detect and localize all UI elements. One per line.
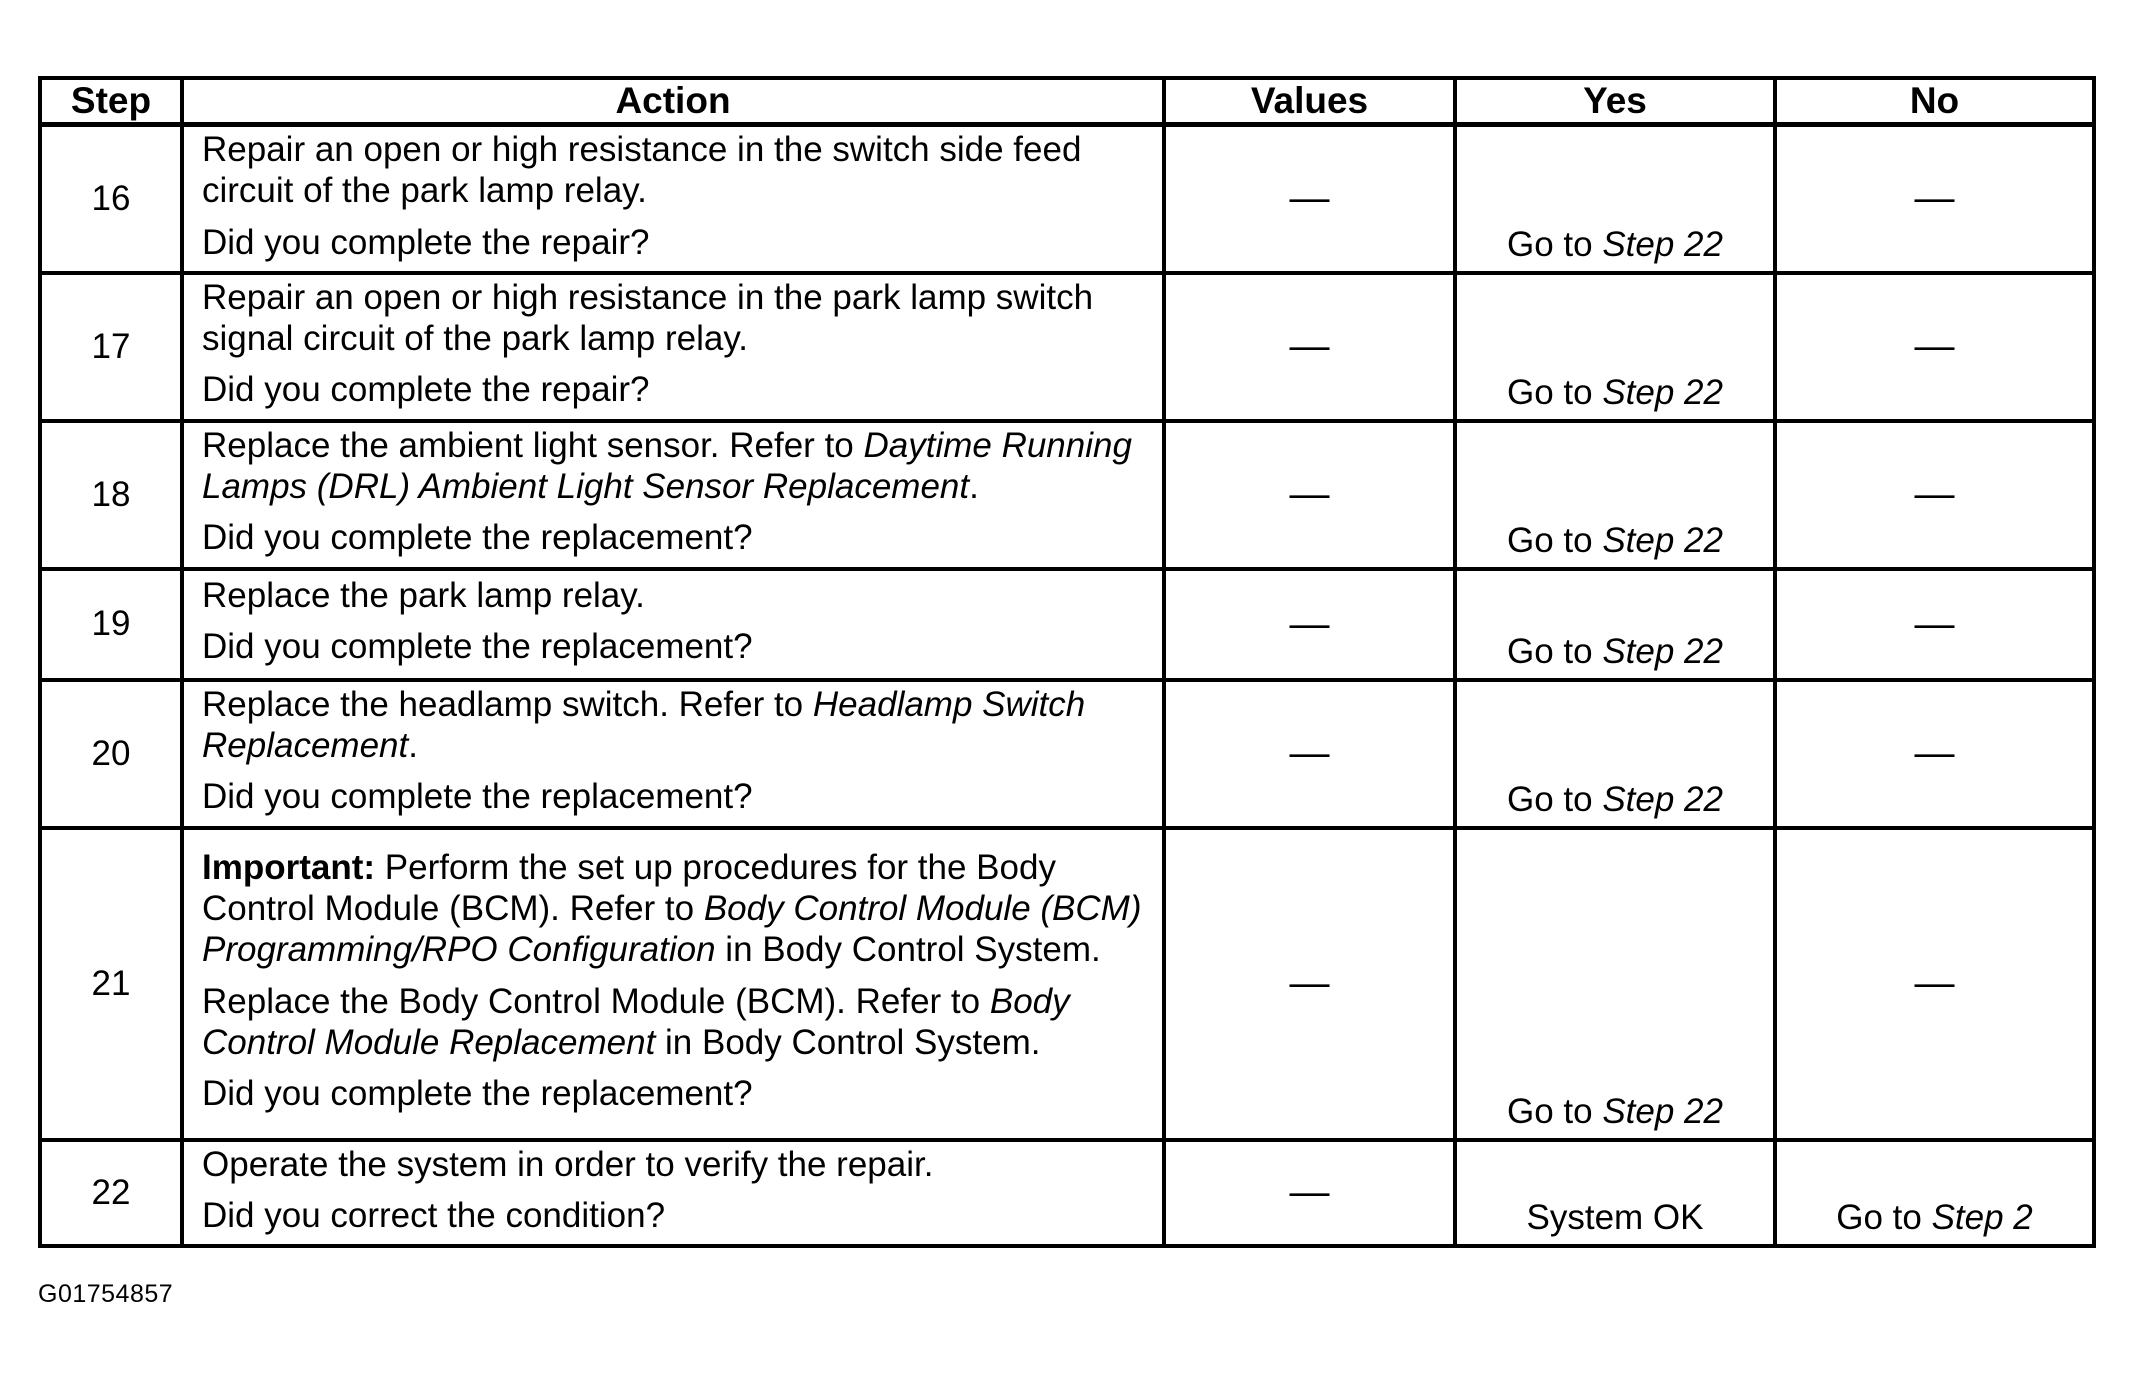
no-cell: — — [1775, 125, 2094, 273]
yes-cell — [1455, 273, 1775, 421]
no-text: Go to — [1836, 1198, 1932, 1238]
action-text: Repair an open or high resistance in the switch side feed circuit of the park lamp relay. — [202, 130, 1082, 211]
table-row — [40, 421, 2094, 569]
no-cell: — — [1775, 421, 2094, 569]
step-number: 19 — [40, 569, 182, 680]
step-number: 22 — [40, 1140, 182, 1247]
procedure-reference: Body Control Module (BCM) Programming/RPO Configuration — [202, 888, 1142, 970]
table-header — [40, 78, 2094, 125]
action-paragraph — [202, 517, 1146, 558]
yes-step-link[interactable]: Step 22 — [1602, 224, 1723, 264]
table-row — [40, 680, 2094, 828]
no-step-link[interactable]: Step 2 — [1931, 1198, 2033, 1238]
procedure-reference: Body Control Module Replacement — [202, 981, 1070, 1062]
important-label: Important: — [202, 847, 376, 887]
table-body — [40, 125, 2094, 1247]
action-text: Did you complete the replacement? — [202, 627, 753, 667]
action-text: in Body Control System. — [655, 1022, 1041, 1062]
action-paragraph — [202, 575, 1146, 616]
header-values: Values — [1164, 78, 1455, 125]
action-cell — [182, 421, 1164, 569]
values-cell: — — [1164, 569, 1455, 680]
action-text: Replace the headlamp switch. Refer to — [202, 684, 813, 724]
yes-step-link[interactable]: Step 22 — [1602, 372, 1723, 412]
table-row — [40, 125, 2094, 273]
action-cell — [182, 273, 1164, 421]
values-cell: — — [1164, 680, 1455, 828]
yes-text: Go to — [1507, 520, 1603, 560]
action-text: Did you complete the replacement? — [202, 1074, 753, 1114]
action-text: . — [408, 725, 418, 765]
diagnostic-table-container — [38, 76, 2092, 1248]
header-yes: Yes — [1455, 78, 1775, 125]
action-text: Replace the park lamp relay. — [202, 575, 645, 615]
yes-text: Go to — [1507, 372, 1603, 412]
yes-text: Go to — [1507, 779, 1603, 819]
step-number: 21 — [40, 828, 182, 1140]
table-row — [40, 1140, 2094, 1247]
figure-id: G01754857 — [38, 1280, 174, 1308]
no-cell: — — [1775, 680, 2094, 828]
yes-text: Go to — [1507, 224, 1603, 264]
header-row — [40, 78, 2094, 125]
values-cell: — — [1164, 828, 1455, 1140]
yes-text: Go to — [1507, 1091, 1603, 1131]
yes-cell — [1455, 125, 1775, 273]
yes-step-link[interactable]: Step 22 — [1602, 520, 1723, 560]
action-cell — [182, 1140, 1164, 1247]
action-paragraph — [202, 369, 1146, 410]
action-text: Operate the system in order to verify the repair. — [202, 1144, 934, 1184]
action-cell — [182, 569, 1164, 680]
procedure-reference: Daytime Running Lamps (DRL) Ambient Light Sensor Replacement — [202, 425, 1132, 507]
values-cell: — — [1164, 273, 1455, 421]
action-cell — [182, 828, 1164, 1140]
action-text: Did you complete the repair? — [202, 222, 650, 262]
action-paragraph — [202, 684, 1146, 767]
yes-cell — [1455, 421, 1775, 569]
action-text: Did you complete the repair? — [202, 370, 650, 410]
yes-text: System OK — [1526, 1198, 1704, 1238]
yes-step-link[interactable]: Step 22 — [1602, 1091, 1723, 1131]
values-cell: — — [1164, 421, 1455, 569]
step-number: 18 — [40, 421, 182, 569]
action-paragraph — [202, 981, 1146, 1064]
action-paragraph — [202, 847, 1146, 971]
step-number: 16 — [40, 125, 182, 273]
no-cell — [1775, 1140, 2094, 1247]
values-cell: — — [1164, 125, 1455, 273]
action-cell — [182, 125, 1164, 273]
action-paragraph — [202, 626, 1146, 667]
procedure-reference: Headlamp Switch Replacement — [202, 684, 1086, 765]
action-cell — [182, 680, 1164, 828]
step-number: 20 — [40, 680, 182, 828]
action-text: Repair an open or high resistance in the park lamp switch signal circuit of the park lamp relay. — [202, 277, 1094, 359]
step-number: 17 — [40, 273, 182, 421]
yes-text: Go to — [1507, 631, 1603, 671]
yes-cell — [1455, 828, 1775, 1140]
table-row — [40, 569, 2094, 680]
action-text: Did you correct the condition? — [202, 1195, 666, 1235]
no-cell: — — [1775, 273, 2094, 421]
action-paragraph — [202, 425, 1146, 508]
action-paragraph — [202, 277, 1146, 360]
values-cell: — — [1164, 1140, 1455, 1247]
action-text: Replace the Body Control Module (BCM). Refer to — [202, 981, 990, 1021]
action-paragraph — [202, 1073, 1146, 1114]
action-text: . — [969, 467, 979, 507]
yes-step-link[interactable]: Step 22 — [1602, 779, 1723, 819]
action-paragraph — [202, 776, 1146, 817]
action-paragraph — [202, 1195, 1146, 1236]
header-step: Step — [40, 78, 182, 125]
no-cell: — — [1775, 828, 2094, 1140]
action-paragraph — [202, 1144, 1146, 1185]
action-text: Did you complete the replacement? — [202, 518, 753, 558]
action-text: Perform the set up procedures for the Body Control Module (BCM). Refer to — [202, 847, 1056, 928]
yes-step-link[interactable]: Step 22 — [1602, 631, 1723, 671]
yes-cell — [1455, 1140, 1775, 1247]
header-action: Action — [182, 78, 1164, 125]
header-no: No — [1775, 78, 2094, 125]
table-row — [40, 828, 2094, 1140]
diagnostic-steps-table — [38, 76, 2096, 1248]
table-row — [40, 273, 2094, 421]
action-text: Replace the ambient light sensor. Refer to — [202, 425, 864, 465]
yes-cell — [1455, 680, 1775, 828]
action-text: Did you complete the replacement? — [202, 777, 753, 817]
action-paragraph — [202, 222, 1146, 263]
no-cell: — — [1775, 569, 2094, 680]
yes-cell — [1455, 569, 1775, 680]
action-paragraph — [202, 129, 1146, 212]
action-text: in Body Control System. — [715, 930, 1101, 970]
